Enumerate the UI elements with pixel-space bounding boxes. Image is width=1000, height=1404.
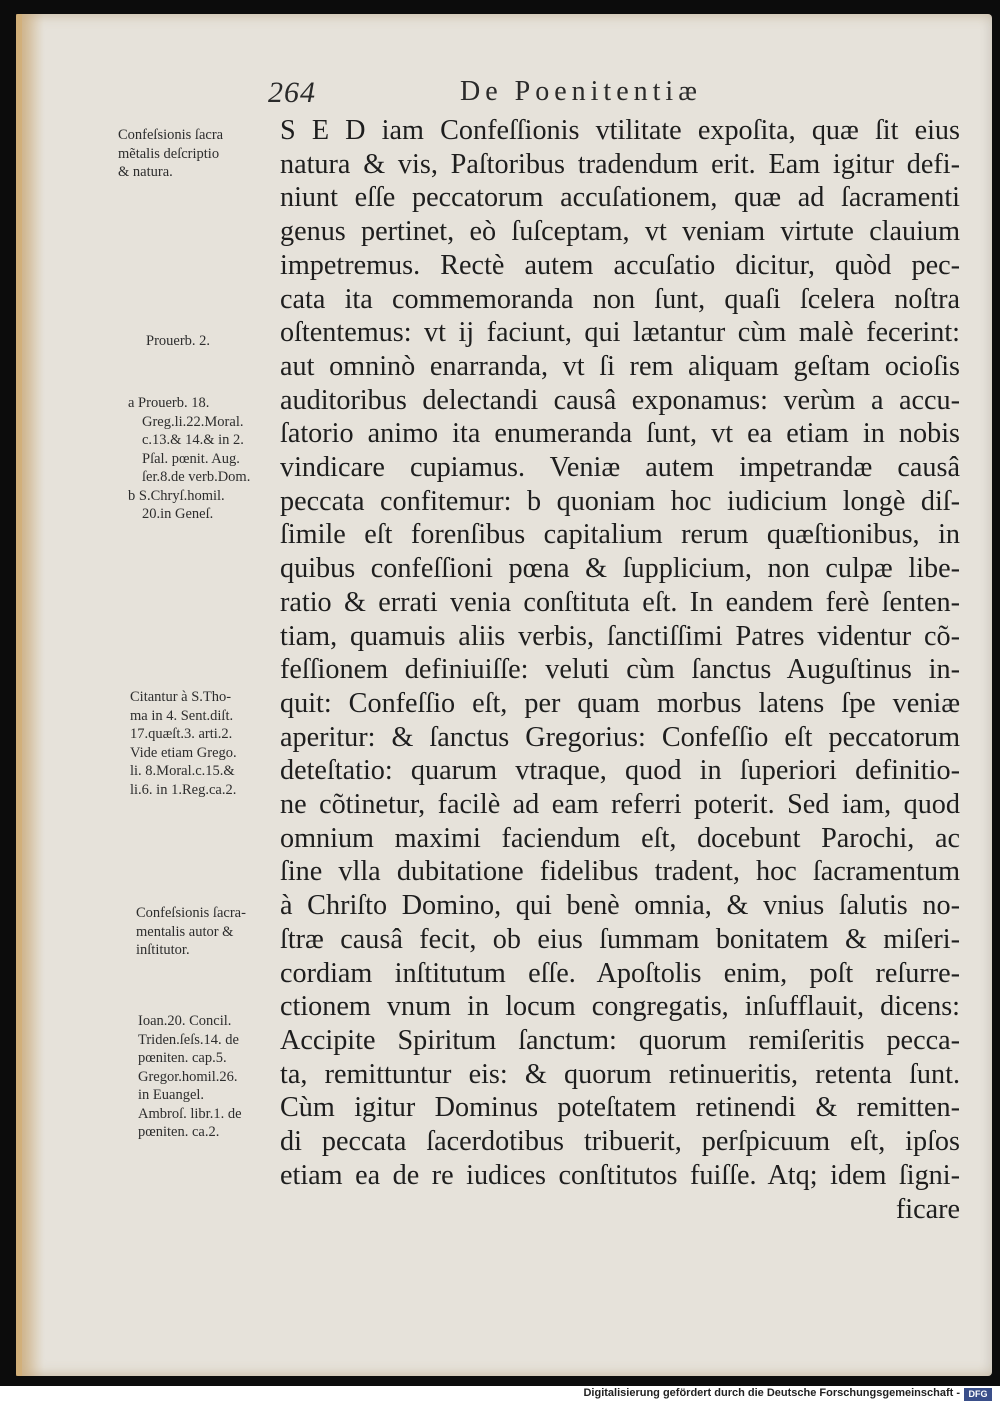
text-line: di peccata ſacerdotibus tribuerit, perſpicuum eſt, ipſos: [280, 1126, 960, 1158]
text-line: tiam, quamuis aliis verbis, ſanctiſſimi Patres videntur cõ-: [280, 620, 960, 652]
text-line: ſatorio animo ita enumeranda ſunt, vt ea etiam in nobis: [280, 418, 960, 450]
text-line: peccata confitemur: b quoniam hoc iudicium longè diſ-: [280, 485, 960, 517]
margin-note-line: Ambroſ. libr.1. de: [138, 1105, 242, 1122]
page-gutter-shadow: [16, 14, 44, 1376]
text-line: aperitur: & ſanctus Gregorius: Confeſſio eſt peccatorum: [280, 721, 960, 753]
text-line: Cùm igitur Dominus poteſtatem retinendi & remitten-: [280, 1092, 960, 1124]
margin-note-line: b S.Chryſ.homil.: [128, 487, 225, 504]
text-line: quibus confeſſioni pœna & ſupplicium, non culpæ libe-: [280, 553, 960, 585]
margin-note-line: inſtitutor.: [136, 942, 190, 958]
text-line: cata ita commemoranda non ſunt, quaſi ſcelera noſtra: [280, 283, 960, 315]
margin-note-line: in Euangel.: [138, 1087, 205, 1103]
text-line: feſſionem definiuiſſe: veluti cùm ſanctus Auguſtinus in-: [280, 654, 960, 686]
margin-note-line: mentalis autor &: [136, 923, 234, 940]
text-line: niunt eſſe peccatorum accuſationem, quæ ad ſacramenti: [280, 182, 960, 214]
text-line: ſimile eſt forenſibus capitalium rerum quæſtionibus, in: [280, 519, 960, 551]
margin-note-line: & natura.: [118, 164, 173, 180]
text-line: ta, remittuntur eis: & quorum retinueritis, retenta ſunt.: [280, 1058, 960, 1090]
margin-note-line: c.13.& 14.& in 2.: [142, 432, 244, 448]
margin-note-line: 17.quæſt.3. arti.2.: [130, 726, 233, 742]
text-line: auditoribus delectandi causâ exponamus: verùm a accu-: [280, 384, 960, 416]
margin-note-line: Citantur à S.Tho-: [130, 689, 232, 705]
margin-note-line: ma in 4. Sent.diſt.: [130, 707, 234, 724]
text-line: à Chriſto Domino, qui benè omnia, & vnius ſalutis no-: [280, 890, 960, 922]
margin-note-line: mẽtalis deſcriptio: [118, 145, 220, 162]
margin-note-line: Vide etiam Grego.: [130, 744, 237, 761]
margin-note-line: pœniten. cap.5.: [138, 1050, 227, 1066]
margin-note-line: Triden.ſeſs.14. de: [138, 1031, 239, 1048]
text-line: ficare: [895, 1193, 960, 1225]
margin-note-line: Ioan.20. Concil.: [138, 1013, 232, 1029]
margin-note-citations-a-b: [128, 394, 288, 524]
text-line: S E D iam Confeſſionis vtilitate expoſita, quæ ſit eius: [280, 115, 960, 146]
text-line: vindicare cupiamus. Veniæ autem impetrandæ causâ: [280, 452, 960, 484]
text-line: quit: Confeſſio eſt, per quam morbus latens ſpe veniæ: [280, 687, 960, 719]
dfg-logo: DFG: [964, 1388, 992, 1401]
text-line: ratio & errati venia conſtituta eſt. In eandem ferè ſenten-: [280, 586, 960, 618]
text-line: genus pertinet, eò ſuſceptam, vt veniam virtute clauium: [280, 216, 960, 248]
margin-note-line: Prouerb. 2.: [146, 333, 211, 349]
margin-note-line: Confeſsionis ſacra: [118, 127, 224, 143]
margin-note-thomas-citation: [130, 688, 290, 799]
margin-note-line: Greg.li.22.Moral.: [142, 413, 244, 430]
text-line: etiam ea de re iudices conſtitutos fuiſſe. Atq; idem ſigni-: [280, 1159, 960, 1191]
margin-note-line: Gregor.homil.26.: [138, 1068, 238, 1085]
text-line: oſtentemus: vt ij faciunt, qui lætantur cùm malè fecerint:: [280, 317, 960, 349]
text-line: impetremus. Rectè autem accuſatio dicitur, quòd pec-: [280, 249, 960, 281]
text-line: ne cõtinetur, facilè ad eam referri poterit. Sed iam, quod: [280, 789, 960, 821]
text-line: omnium maximi faciendum eſt, docebunt Parochi, ac: [280, 822, 960, 854]
text-line: cordiam inſtitutum eſſe. Apoſtolis enim, poſt reſurre-: [280, 957, 960, 989]
text-line: ctionem vnum in locum congregatis, inſufflauit, dicens:: [280, 991, 960, 1023]
running-title: De Poenitentiæ: [460, 76, 702, 107]
margin-note-line: li. 8.Moral.c.15.&: [130, 763, 235, 779]
margin-note-line: ſer.8.de verb.Dom.: [142, 469, 251, 485]
text-line: deteſtatio: quarum vtraque, quod in ſuperiori definitio-: [280, 755, 960, 787]
margin-note-line: li.6. in 1.Reg.ca.2.: [130, 781, 237, 798]
text-line: natura & vis, Paſtoribus tradendum erit. Eam igitur defi-: [280, 148, 960, 180]
margin-note-line: Confeſsionis ſacra-: [136, 905, 246, 921]
margin-note-confession-author: [136, 904, 296, 960]
main-text-block: [280, 114, 960, 1226]
text-line: Accipite Spiritum ſanctum: quorum remiſeritis pecca-: [280, 1024, 960, 1056]
funding-credit: Digitalisierung gefördert durch die Deutsche Forschungsgemeinschaft -: [583, 1387, 960, 1399]
margin-note-line: a Prouerb. 18.: [128, 395, 210, 411]
footer-bar: [0, 1386, 1000, 1404]
margin-note-line: Pſal. pœnit. Aug.: [142, 450, 240, 467]
margin-note-line: pœniten. ca.2.: [138, 1124, 220, 1140]
margin-note-line: 20.in Geneſ.: [142, 506, 214, 522]
page-number: 264: [268, 76, 316, 109]
margin-note-council-citations: [138, 1012, 298, 1142]
text-line: aut omninò enarranda, vt ſi rem aliquam geſtam ocioſis: [280, 350, 960, 382]
margin-note-confession-description: [118, 126, 278, 182]
text-line: ſtræ causâ fecit, ob eius ſummam bonitatem & miſeri-: [280, 923, 960, 955]
text-line: ſine vlla dubitatione fidelibus tradent, hoc ſacramentum: [280, 856, 960, 888]
